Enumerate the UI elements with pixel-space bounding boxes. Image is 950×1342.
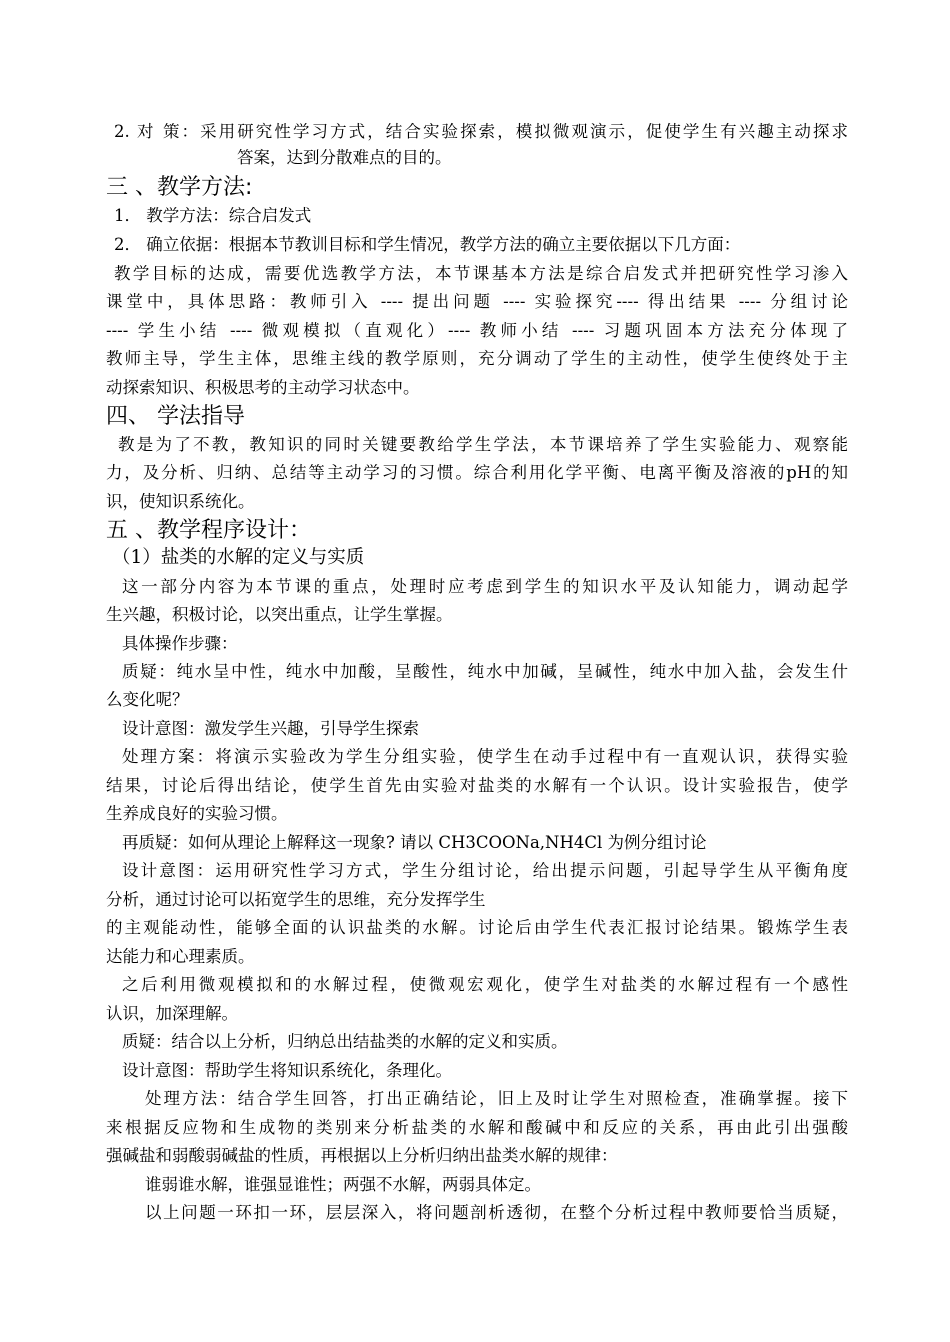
- section-5-line: 设计意图：激发学生兴趣，引导学生探索: [122, 719, 419, 738]
- section-5-line: 强碱盐和弱酸弱碱盐的性质，再根据以上分析归纳出盐类水解的规律：: [106, 1146, 618, 1165]
- strategy-line-2: 答案，达到分散难点的目的。: [237, 148, 452, 167]
- section-5-line: 设计意图：运用研究性学习方式，学生分组讨论，给出提示问题，引起导学生从平衡角度: [122, 861, 848, 880]
- section-5-line: 结果，讨论后得出结论，使学生首先由实验对盐类的水解有一个认识。设计实验报告，使学: [106, 776, 848, 795]
- section-3-para-line: 课堂中，具体思路：教师引入 ---- 提出问题 ---- 实验探究---- 得出结果 ---- 分组讨论: [106, 292, 848, 311]
- section-3-item-1: 1． 教学方法：综合启发式: [114, 206, 312, 225]
- section-5-line: 再质疑：如何从理论上解释这一现象? 请以 CH3COONa,NH4Cl 为例分组讨论: [122, 833, 707, 852]
- section-3-item-2: 2． 确立依据：根据本节教训目标和学生情况，教学方法的确立主要依据以下几方面：: [114, 235, 741, 254]
- section-5-line: 质疑：结合以上分析，归纳总出结盐类的水解的定义和实质。: [122, 1032, 568, 1051]
- strategy-line-1: 2. 对 策：采用研究性学习方式，结合实验探索，模拟微观演示，促使学生有兴趣主动探求: [114, 122, 848, 141]
- section-5-line: 分析，通过讨论可以拓宽学生的思维，充分发挥学生: [106, 890, 486, 909]
- section-4-heading: 四、 学法指导: [106, 404, 245, 429]
- section-5-line: 之后利用微观模拟和的水解过程，使微观宏观化，使学生对盐类的水解过程有一个感性: [122, 975, 848, 994]
- section-4-para-line: 识，使知识系统化。: [106, 492, 255, 511]
- section-5-line: 谁弱谁水解，谁强显谁性；两强不水解，两弱具体定。: [145, 1175, 541, 1194]
- section-5-line: 这一部分内容为本节课的重点，处理时应考虑到学生的知识水平及认知能力，调动起学: [122, 577, 848, 596]
- section-4-para-line: 教是为了不教，教知识的同时关键要教给学生学法，本节课培养了学生实验能力、观察能: [118, 435, 848, 454]
- section-5-line: 么变化呢？: [106, 690, 189, 709]
- section-5-line: 达能力和心理素质。: [106, 947, 255, 966]
- section-5-line: 以上问题一环扣一环，层层深入，将问题剖析透彻，在整个分析过程中教师要恰当质疑，: [145, 1203, 848, 1222]
- section-4-para-line: 力，及分析、归纳、总结等主动学习的习惯。综合利用化学平衡、电离平衡及溶液的pH的知: [106, 463, 848, 482]
- section-5-line: 生兴趣，积极讨论，以突出重点，让学生掌握。: [106, 605, 453, 624]
- section-5-line: 具体操作步骤：: [122, 634, 238, 653]
- section-5-line: 来根据反应物和生成物的类别来分析盐类的水解和酸碱中和反应的关系，再由此引出强酸: [106, 1118, 848, 1137]
- section-5-line: 生养成良好的实验习惯。: [106, 804, 288, 823]
- section-5-line: 处理方案：将演示实验改为学生分组实验，使学生在动手过程中有一直观认识，获得实验: [122, 747, 848, 766]
- section-5-line: 设计意图：帮助学生将知识系统化，条理化。: [122, 1061, 452, 1080]
- section-5-line: 质疑：纯水呈中性，纯水中加酸，呈酸性，纯水中加碱，呈碱性，纯水中加入盐，会发生什: [122, 662, 848, 681]
- section-3-para-line: ---- 学生小结 ---- 微观模拟（直观化）---- 教师小结 ---- 习题巩固本方法充分体现了: [106, 321, 848, 340]
- section-5-line: 认识，加深理解。: [106, 1004, 238, 1023]
- section-3-para-line: 教学目标的达成，需要优选教学方法，本节课基本方法是综合启发式并把研究性学习渗入: [114, 264, 848, 283]
- section-5-subheading: （1）盐类的水解的定义与实质: [112, 547, 365, 568]
- section-5-heading: 五 、教学程序设计：: [106, 518, 311, 543]
- section-5-line: 处理方法：结合学生回答，打出正确结论，旧上及时让学生对照检查，准确掌握。接下: [145, 1089, 848, 1108]
- section-5-line: 的主观能动性，能够全面的认识盐类的水解。讨论后由学生代表汇报讨论结果。锻炼学生表: [106, 918, 848, 937]
- section-3-para-line: 动探索知识、积极思考的主动学习状态中。: [106, 378, 420, 397]
- section-3-para-line: 教师主导，学生主体，思维主线的教学原则，充分调动了学生的主动性，使学生使终处于主: [106, 349, 848, 368]
- section-3-heading: 三 、教学方法:: [106, 175, 253, 200]
